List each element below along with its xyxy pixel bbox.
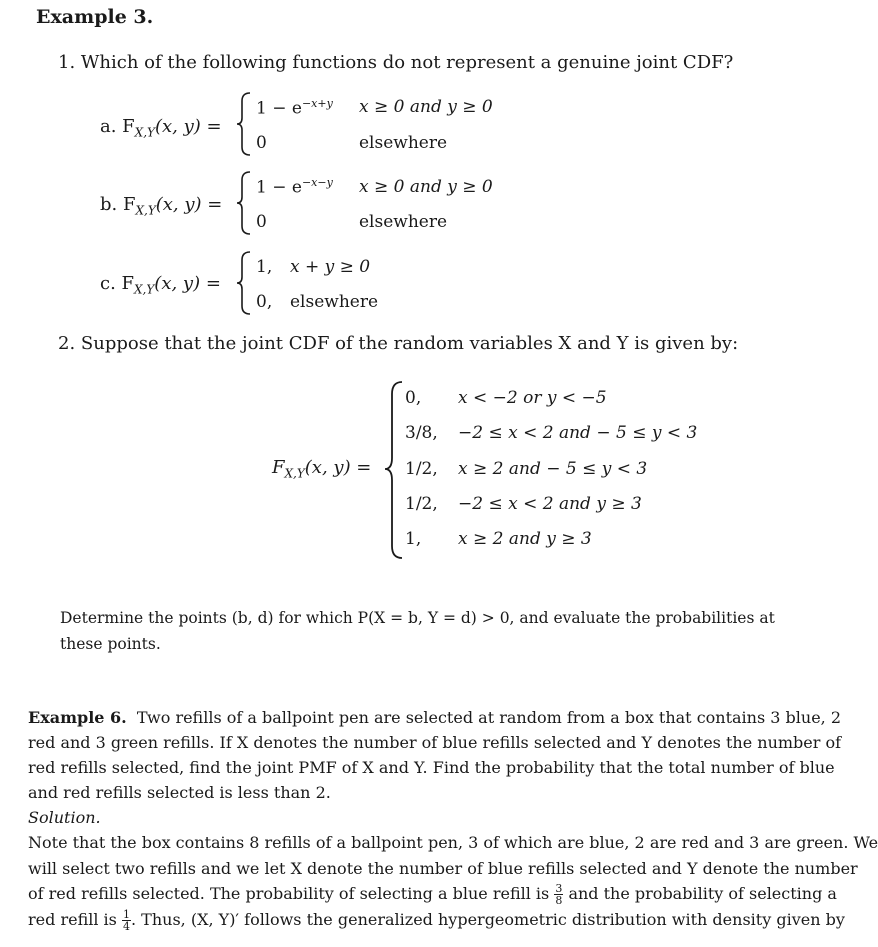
cdf-case-1-condition: x < −2 or y < −5	[458, 388, 607, 408]
option-c-case1-condition: x + y ≥ 0	[290, 257, 371, 277]
fraction-red: $\frac{1}{4}$	[122, 908, 130, 933]
option-a-case2-condition: elsewhere	[359, 133, 448, 153]
option-c-brace	[236, 250, 252, 316]
option-b-label: b. F	[100, 194, 136, 215]
cdf-case-4-value: 1/2,	[405, 494, 438, 514]
example6-line-2: red and 3 green refills. If X denotes the number of blue refills selected and Y denotes the number of	[28, 733, 842, 752]
example3-heading: Example 3.	[36, 6, 154, 28]
example6-line-4: and red refills selected is less than 2.	[28, 783, 331, 802]
example6-line-1: Example 6. Two refills of a ballpoint pen are selected at random from a box that contains 3 blue, 2	[28, 708, 842, 727]
option-b-brace	[236, 170, 252, 236]
option-c-case2-value: 0,	[256, 292, 273, 312]
solution-line-3: of red refills selected. The probability of selecting a blue refill is $\frac{3}{8}$ and the probability of selecting a	[28, 882, 837, 907]
option-b-case1-condition: x ≥ 0 and y ≥ 0	[359, 177, 493, 197]
option-a-lhs	[100, 116, 222, 140]
option-c-label: c. F	[100, 273, 135, 294]
question-2-text: 2. Suppose that the joint CDF of the random variables X and Y is given by:	[58, 333, 739, 354]
solution-line-2: will select two refills and we let X denote the number of blue refills selected and Y denote the number	[28, 859, 858, 878]
cdf-case-5-value: 1,	[405, 529, 422, 549]
cdf-case-3-condition: x ≥ 2 and − 5 ≤ y < 3	[458, 459, 648, 479]
option-a-case1-value: $1 - e^{-x+y}$	[256, 97, 333, 119]
cdf-case-3-value: 1/2,	[405, 459, 438, 479]
option-b-case2-condition: elsewhere	[359, 212, 448, 232]
solution-line-1: Note that the box contains 8 refills of a ballpoint pen, 3 of which are blue, 2 are red and 3 are green. We	[28, 833, 878, 852]
cdf-case-1-value: 0,	[405, 388, 422, 408]
option-b-case1-value: $1 - e^{-x-y}$	[256, 176, 333, 198]
cdf-case-4-condition: −2 ≤ x < 2 and y ≥ 3	[458, 494, 642, 514]
joint-cdf-brace	[384, 380, 404, 560]
cdf-case-5-condition: x ≥ 2 and y ≥ 3	[458, 529, 592, 549]
example6-line-3: red refills selected, find the joint PMF of X and Y. Find the probability that the total number of blue	[28, 758, 835, 777]
option-b-case2-value: 0	[256, 212, 267, 232]
question-1-text: 1. Which of the following functions do not represent a genuine joint CDF?	[58, 52, 734, 73]
option-a-brace	[236, 91, 252, 157]
option-a-label: a. F	[100, 116, 135, 137]
determine-line-1: Determine the points (b, d) for which P(X = b, Y = d) > 0, and evaluate the probabilities at	[60, 609, 775, 627]
option-c-args: (x, y) =	[154, 273, 221, 294]
fraction-blue: $\frac{3}{8}$	[555, 882, 563, 907]
option-b-sub: X,Y	[135, 203, 156, 218]
joint-cdf-lhs: $F_{X,Y}(x$, y) =	[272, 457, 372, 481]
cdf-case-2-condition: −2 ≤ x < 2 and − 5 ≤ y < 3	[458, 423, 698, 443]
option-b-args: (x, y) =	[155, 194, 223, 215]
solution-label: Solution.	[28, 808, 101, 827]
example6-heading: Example 6.	[28, 708, 127, 727]
option-a-case2-value: 0	[256, 133, 267, 153]
option-c-case2-condition: elsewhere	[290, 292, 379, 312]
option-a-args: (x, y) =	[154, 116, 222, 137]
determine-line-2: these points.	[60, 635, 161, 653]
option-b-lhs	[100, 194, 222, 218]
option-c-sub: X,Y	[134, 282, 155, 297]
option-c-lhs	[100, 273, 221, 297]
solution-line-4: red refill is $\frac{1}{4}$ . Thus, (X, Y)′ follows the generalized hypergeometric distribution with density given by	[28, 908, 845, 933]
option-c-case1-value: 1,	[256, 257, 273, 277]
option-a-sub: X,Y	[134, 125, 155, 140]
cdf-case-2-value: 3/8,	[405, 423, 438, 443]
option-a-case1-condition: x ≥ 0 and y ≥ 0	[359, 97, 493, 117]
